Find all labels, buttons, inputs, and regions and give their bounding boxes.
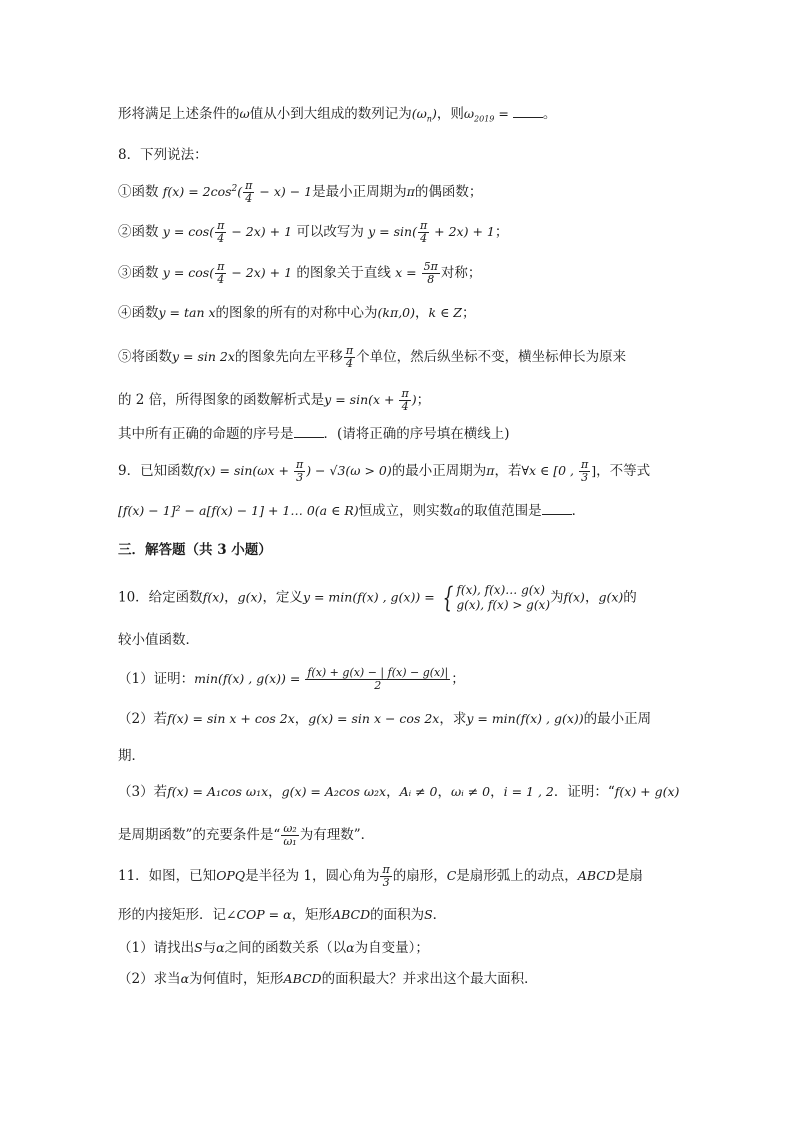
question-11-cont: 形的内接矩形．记∠COP = α，矩形ABCD的面积为S． xyxy=(118,907,447,923)
question-10: 10．给定函数f(x)，g(x)，定义y = min(f(x) , g(x)) = { f(x), f(x)… g(x) g(x), f(x) > g(x) 为f(x)，g(x)的 xyxy=(118,581,637,614)
section-heading: 三．解答题（共 3 小题） xyxy=(118,542,272,558)
question-9-cont: [f(x) − 1]² − a[f(x) − 1] + 1… 0(a ∈ R)恒成立，则实数a的取值范围是 ． xyxy=(118,503,586,519)
question-8: 8．下列说法： xyxy=(118,147,208,163)
option-1: ①函数 $f(x) = 2\cos^2$( $\frac{\pi}{4}$ − x) − 1是最小正周期为π的偶函数； xyxy=(118,179,483,206)
q11-part-1: （1）请找出S与α之间的函数关系（以α为自变量）； xyxy=(118,940,429,956)
option-4: ④函数y = tan x的图象的所有的对称中心为(kπ,0)，k ∈ Z； xyxy=(118,305,476,321)
q10-part-3-cont: 是周期函数”的充要条件是“ $\frac{\text{ω₂}}{\text{ω₁}}$ 为有理数”． xyxy=(118,822,375,848)
question-10-cont: 较小值函数． xyxy=(118,632,199,648)
text-line: 形将满足上述条件的ω值从小到大组成的数列记为$(\omega_n)$，则$\omega_{2019}$ = 。 xyxy=(118,106,557,124)
question-11: 11．如图，已知OPQ是半径为 1，圆心角为 $\frac{\pi}{3}$ 的扇形，C是扇形弧上的动点，ABCD是扇 xyxy=(118,863,643,889)
answer-blank xyxy=(513,105,543,118)
question-9: 9．已知函数f(x) = sin(ωx + $\frac{\pi}{3}$ ) − √3(ω > 0)的最小正周期为π，若∀x ∈ [0 , $\frac{\pi}{3}$ ]，不等式 xyxy=(118,458,651,484)
q10-part-3: （3）若f(x) = A₁cos ω₁x，g(x) = A₂cos ω₂x，Aᵢ ≠ 0，ωᵢ ≠ 0，i = 1 , 2．证明：“f(x) + g(x) xyxy=(118,784,680,800)
q10-part-1: （1）证明：min(f(x) , g(x)) = $\frac{f(x) + g(x) - | f(x) - g(x)|}{2}$ ； xyxy=(118,666,465,692)
answer-blank xyxy=(542,502,572,515)
option-5-cont: 的 2 倍，所得图象的函数解析式是y = sin(x + $\frac{\pi}{4}$ )； xyxy=(118,387,431,413)
answer-blank xyxy=(294,425,324,438)
option-2: ②函数 y = cos( $\frac{\pi}{4}$ − 2x) + 1 可以改写为 y = sin( $\frac{\pi}{4}$ + 2x) + 1； xyxy=(118,219,509,245)
option-5: ⑤将函数y = sin 2x的图象先向左平移 $\frac{\pi}{4}$ 个单位，然后纵坐标不变，横坐标伸长为原来 xyxy=(118,344,627,370)
option-3: ③函数 y = cos( $\frac{\pi}{4}$ − 2x) + 1 的图象关于直线 x = $\frac{5\pi}{8}$ 对称； xyxy=(118,260,482,286)
q10-part-2: （2）若f(x) = sin x + cos 2x，g(x) = sin x − cos 2x，求y = min(f(x) , g(x))的最小正周 xyxy=(118,711,652,727)
q8-answer-line: 其中所有正确的命题的序号是 ．(请将正确的序号填在横线上) xyxy=(118,426,510,442)
q11-part-2: （2）求当α为何值时，矩形ABCD的面积最大？并求出这个最大面积． xyxy=(118,971,538,987)
q10-part-2-cont: 期． xyxy=(118,748,145,764)
